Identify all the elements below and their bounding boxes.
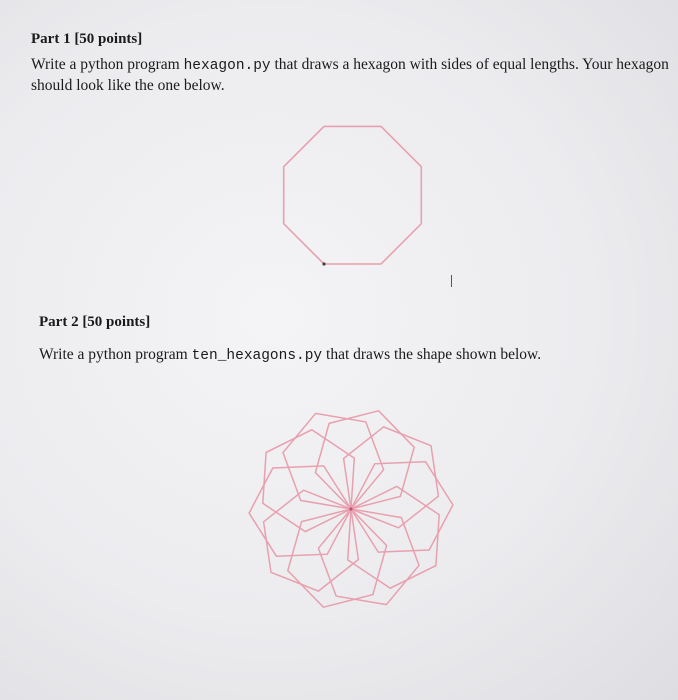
center-point: [349, 507, 352, 510]
hexagon-5: [264, 490, 359, 591]
part2-text-before: Write a python program: [39, 346, 192, 363]
part1-heading: Part 1 [50 points]: [31, 31, 143, 47]
ten-hexagons-figure: [249, 411, 453, 607]
hexagon-3: [263, 430, 355, 532]
part1-text-before: Write a python program: [31, 56, 184, 73]
hexagon-10: [344, 427, 439, 528]
hexagon-6: [288, 509, 387, 607]
turtle-start-point: [322, 262, 325, 265]
octagon-figure: [284, 126, 422, 265]
hexagon-8: [348, 486, 440, 588]
part2-filename: ten_hexagons.py: [191, 348, 323, 364]
part1-filename: hexagon.py: [183, 58, 271, 74]
hexagon-1: [315, 411, 414, 509]
part2-heading: Part 2 [50 points]: [39, 314, 151, 330]
octagon-outline: [284, 126, 422, 264]
part1-text-after: that draws a hexagon with sides of equal lengths. Your hexagon should look like the one below.: [31, 56, 669, 94]
part2-text-after: that draws the shape shown below.: [322, 346, 542, 363]
